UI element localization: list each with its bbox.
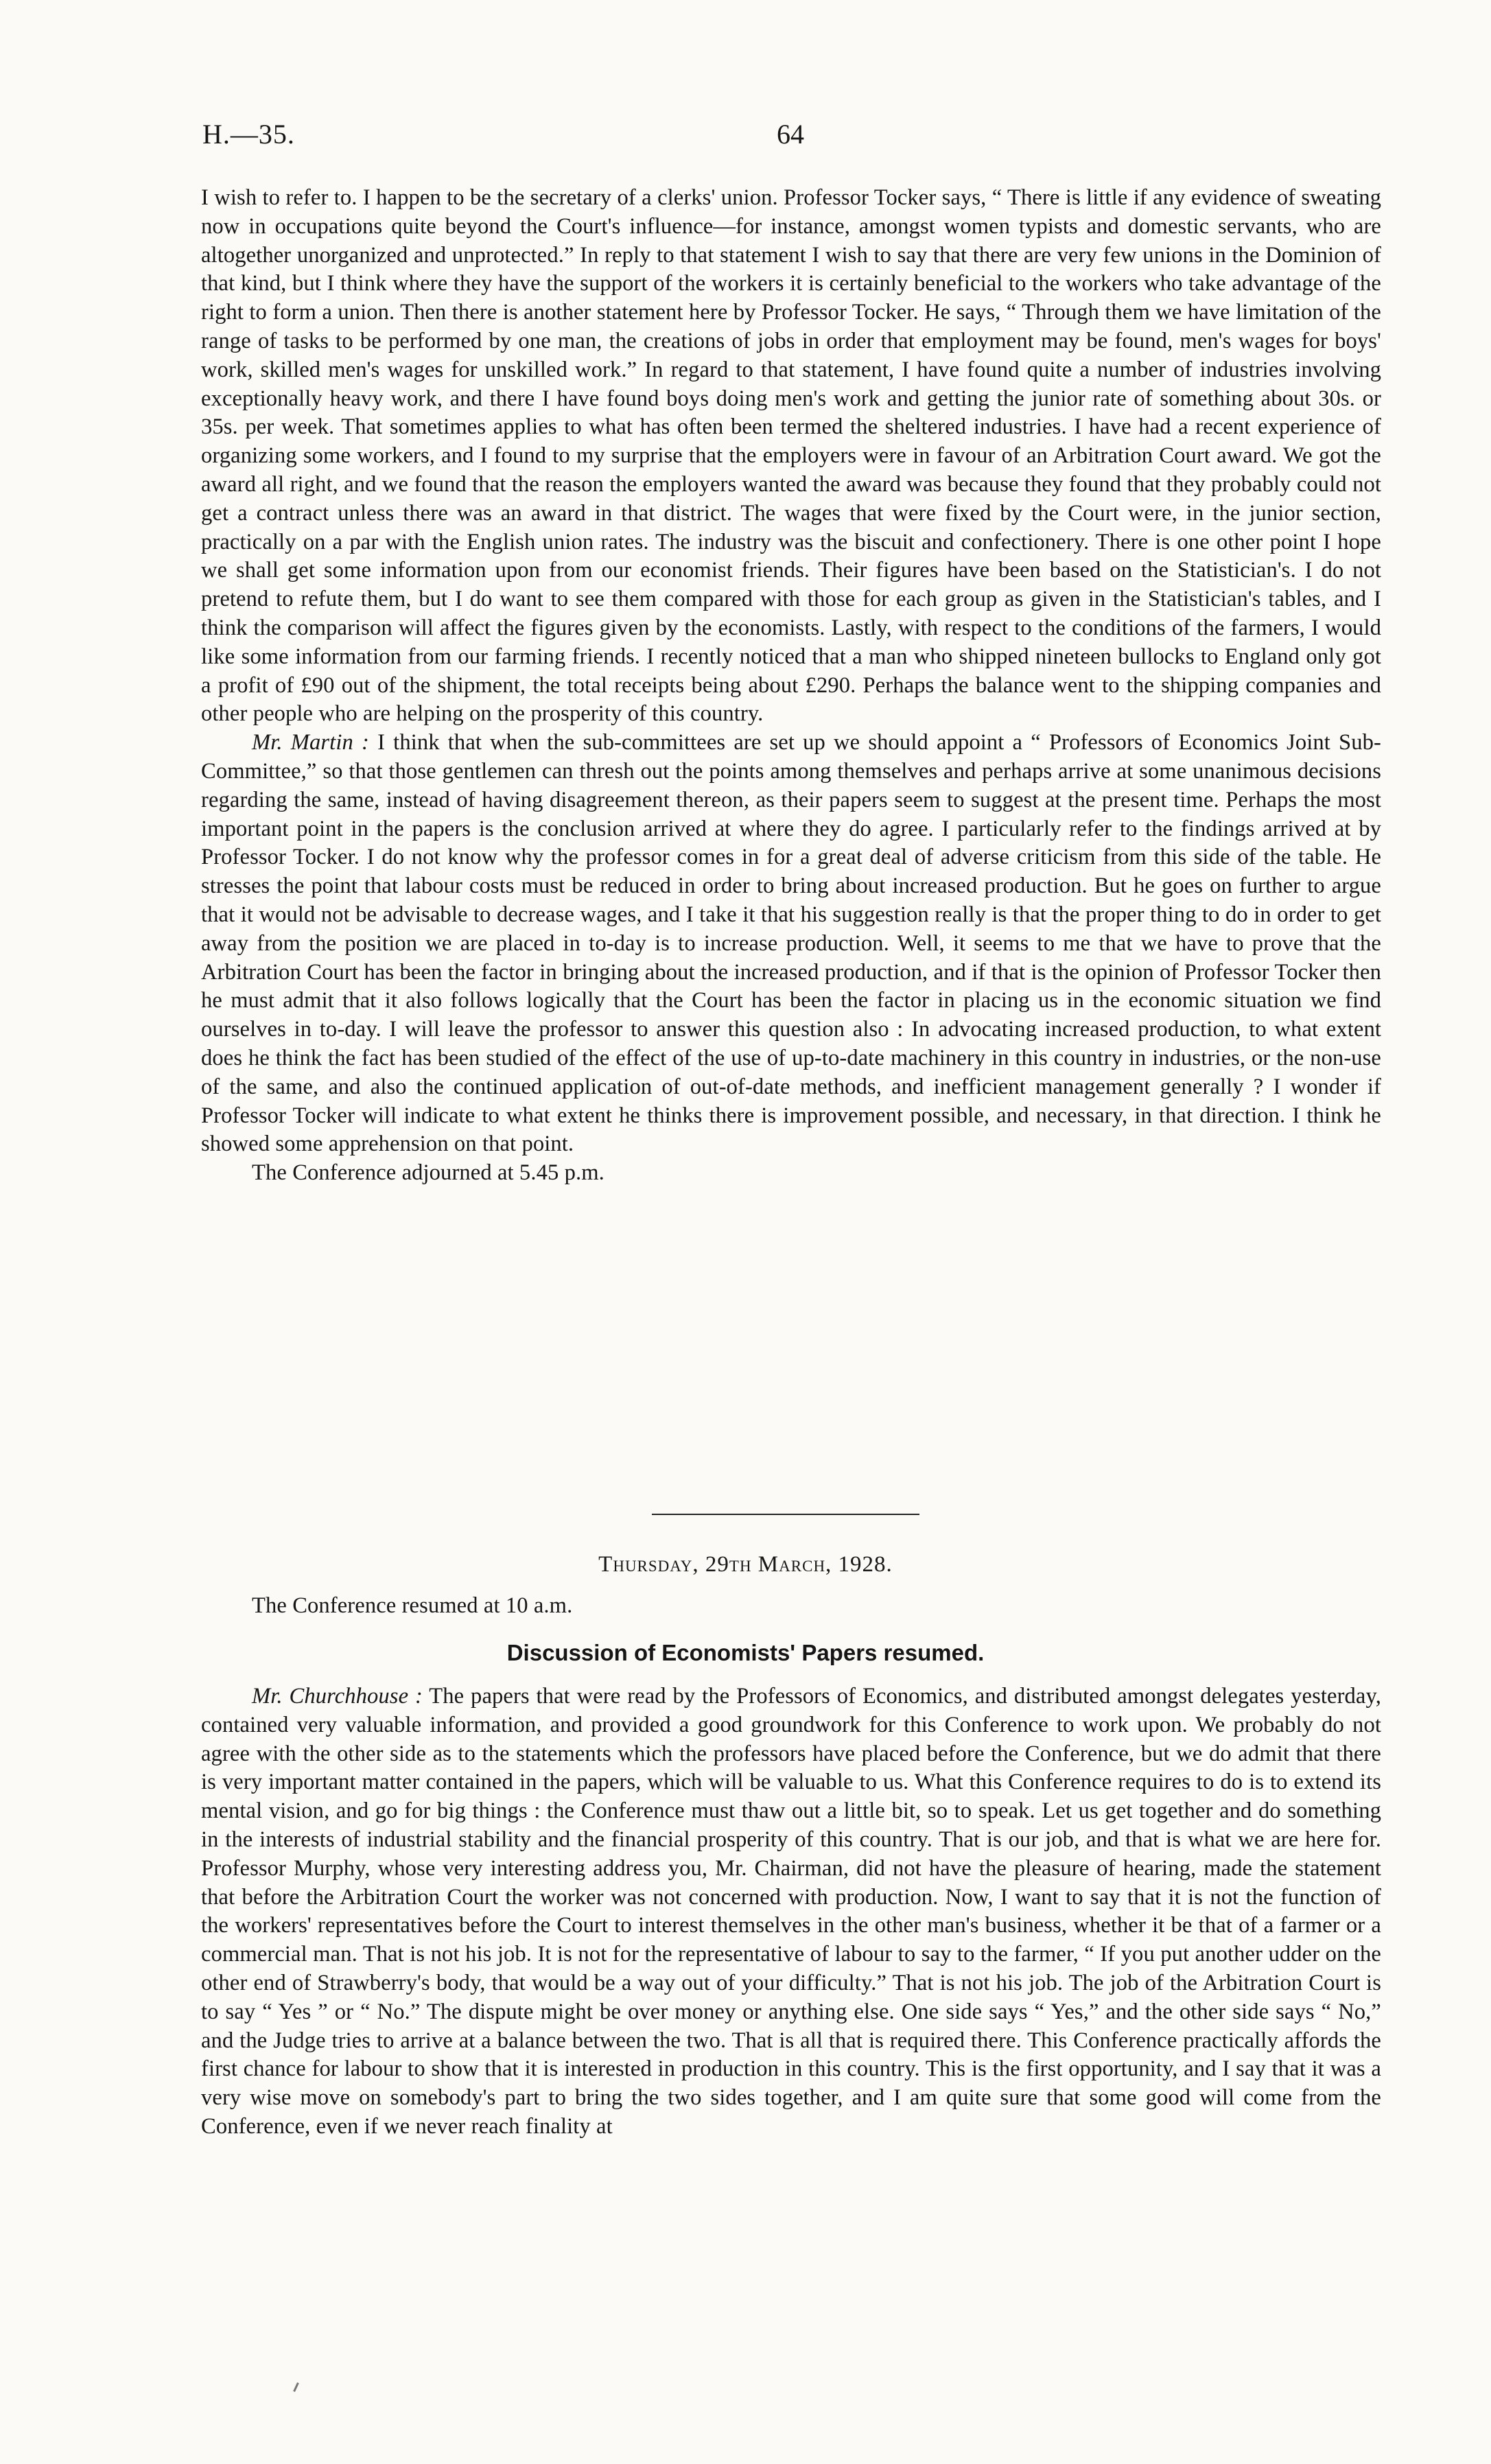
page-number: 64: [777, 119, 804, 150]
proceedings-text-upper: [201, 184, 1381, 1188]
session-date: Thursday, 29th March, 1928.: [598, 1552, 893, 1577]
paragraph-churchhouse: [201, 1682, 1381, 2142]
resumed-note-wrap: [201, 1592, 1381, 1621]
section-heading: Discussion of Economists' Papers resumed.: [506, 1640, 985, 1665]
speaker-name: Mr. Churchhouse :: [252, 1684, 423, 1709]
document-reference: H.—35.: [202, 119, 295, 150]
resumed-note: The Conference resumed at 10 a.m.: [252, 1593, 573, 1618]
proceedings-text-lower: [201, 1682, 1381, 2142]
section-divider: [652, 1514, 919, 1515]
paragraph-martin: [201, 729, 1381, 1159]
speech-text: I think that when the sub-committees are set up we should appoint a “ Professors of Economics Joint Sub-Committee,” so that those gentlemen can thresh out the points among themselves and perhaps arrive at some unanimous decisions regarding the same, instead of having disagreement thereon, as their papers seem to suggest at the present time. Perhaps the most important point in the papers is the conclusion arrived at where they do agree. I particularly refer to the findings arrived at by Professor Tocker. I do not know why the professor comes in for a great deal of adverse criticism from this side of the table. He stresses the point that labour costs must be reduced in order to bring about increased production. But he goes on further to argue that it would not be advisable to decrease wages, and I take it that his suggestion really is that the proper thing to do in order to get away from the position we are placed in to-day is to increase production. Well, it seems to me that we have to prove that the Arbitration Court has been the factor in bringing about the increased production, and if that is the opinion of Professor Tocker then he must admit that it also follows logically that the Court has been the factor in placing us in the economic situation we find ourselves in to-day. I will leave the professor to answer this question also : In advocating increased production, to what extent does he think the fact has been studied of the effect of the use of up-to-date machinery in this country in industries, or the non-use of the same, and also the continued application of out-of-date methods, and inefficient management generally ? I wonder if Professor Tocker will indicate to what extent he thinks there is improvement possible, and necessary, in that direction. I think he showed some apprehension on that point.: [201, 730, 1381, 1157]
speech-text: The papers that were read by the Professors of Economics, and distributed amongst delegates yesterday, contained very valuable information, and provided a good groundwork for this Conference to work upon. We probably do not agree with the other side as to the statements which the professors have placed before the Conference, but we do admit that there is very important matter contained in the papers, which will be valuable to us. What this Conference requires to do is to extend its mental vision, and go for big things : the Conference must thaw out a little bit, so to speak. Let us get together and do something in the interests of industrial stability and the financial prosperity of this country. That is our job, and that is what we are here for. Professor Murphy, whose very interesting address you, Mr. Chairman, did not have the pleasure of hearing, made the statement that before the Arbitration Court the worker was not concerned with production. Now, I want to say that it is not the function of the workers' representatives before the Court to interest themselves in the other man's business, whether it be that of a farmer or a commercial man. That is not his job. It is not for the representative of labour to say to the farmer, “ If you put another udder on the other end of Strawberry's body, that would be a way out of your difficulty.” That is not his job. The job of the Arbitration Court is to say “ Yes ” or “ No.” The dispute might be over money or anything else. One side says “ Yes,” and the other side says “ No,” and the Judge tries to arrive at a balance between the two. That is all that is required there. This Conference practically affords the first chance for labour to show that it is interested in production in this country. This is the first opportunity, and I say that it was a very wise move on somebody's part to bring the two sides together, and I am quite sure that some good will come from the Conference, even if we never reach finality at: [201, 1684, 1382, 2139]
adjourned-note: The Conference adjourned at 5.45 p.m.: [252, 1160, 604, 1186]
stray-mark: [293, 2382, 299, 2392]
paragraph-continued: I wish to refer to. I happen to be the secretary of a clerks' union. Professor Tocker says, “ There is little if any evidence of sweating now in occupations quite beyond the Court's influence—for instance, amongst women typists and domestic servants, who are altogether unorganized and unprotected.” In reply to that statement I wish to say that there are very few unions in the Dominion of that kind, but I think where they have the support of the workers it is certainly beneficial to the workers who take advantage of the right to form a union. Then there is another statement here by Professor Tocker. He says, “ Through them we have limitation of the range of tasks to be performed by one man, the creations of jobs in order that employment may be found, men's wages for boys' work, skilled men's wages for unskilled work.” In regard to that statement, I have found quite a number of industries involving exceptionally heavy work, and there I have found boys doing men's work and getting the junior rate of something about 30s. or 35s. per week. That sometimes applies to what has often been termed the sheltered industries. I have had a recent experience of organizing some workers, and I found to my surprise that the employers were in favour of an Arbitration Court award. We got the award all right, and we found that the reason the employers wanted the award was because they found that they probably could not get a contract unless there was an award in that district. The wages that were fixed by the Court were, in the junior section, practically on a par with the English union rates. The industry was the biscuit and confectionery. There is one other point I hope we shall get some information upon from our economist friends. Their figures have been based on the Statistician's. I do not pretend to refute them, but I do want to see them compared with those for each group as given in the Statistician's tables, and I think the comparison will affect the figures given by the economists. Lastly, with respect to the conditions of the farmers, I would like some information from our farming friends. I recently noticed that a man who shipped nineteen bullocks to England only got a profit of £90 out of the shipment, the total receipts being about £290. Perhaps the balance went to the shipping companies and other people who are helping on the prosperity of this country.: [201, 185, 1381, 727]
speaker-name: Mr. Martin :: [252, 730, 369, 755]
